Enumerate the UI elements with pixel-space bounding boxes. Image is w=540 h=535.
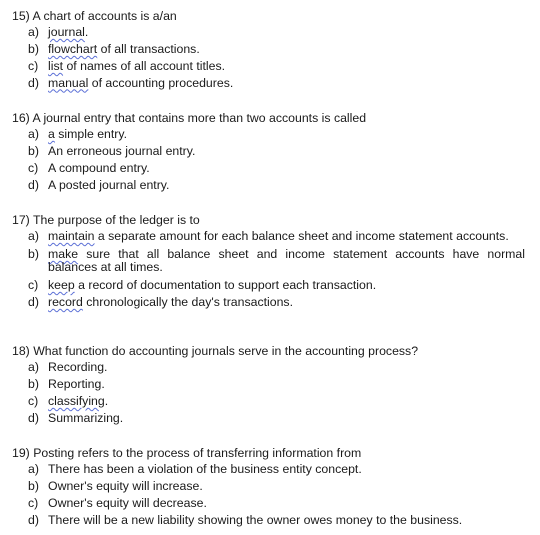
option-c bbox=[28, 160, 525, 177]
option-letter: a) bbox=[28, 127, 39, 141]
option-letter: c) bbox=[28, 393, 39, 408]
option-letter: b) bbox=[28, 376, 39, 391]
option-c bbox=[28, 393, 525, 410]
option-text: . bbox=[84, 25, 89, 39]
option-text: Owner's equity will increase. bbox=[48, 478, 203, 493]
spellcheck-word: classifying bbox=[48, 393, 105, 408]
option-c bbox=[28, 495, 525, 512]
option-d bbox=[28, 177, 525, 194]
option-b bbox=[28, 376, 525, 393]
option-letter: c) bbox=[28, 160, 39, 175]
spellcheck-word: manual bbox=[48, 75, 89, 90]
option-text: a separate amount for each balance sheet and income statement accounts. bbox=[94, 229, 509, 243]
option-letter: a) bbox=[28, 25, 39, 39]
option-text: simple entry. bbox=[54, 127, 128, 141]
option-letter: d) bbox=[28, 294, 39, 309]
question-stem: 17) The purpose of the ledger is to bbox=[12, 213, 200, 227]
option-text: Reporting. bbox=[48, 376, 105, 391]
question-17 bbox=[12, 212, 532, 311]
option-letter: d) bbox=[28, 177, 39, 192]
option-text: of all transactions. bbox=[97, 41, 200, 56]
question-stem: 18) What function do accounting journals serve in the accounting process? bbox=[12, 344, 419, 358]
option-letter: a) bbox=[28, 360, 39, 374]
question-16 bbox=[12, 110, 532, 194]
option-text: A compound entry. bbox=[48, 160, 150, 175]
option-a bbox=[28, 24, 525, 41]
option-letter: c) bbox=[28, 495, 39, 510]
option-c bbox=[28, 277, 525, 294]
option-letter: d) bbox=[28, 512, 39, 527]
option-a bbox=[28, 461, 525, 478]
spellcheck-word: make bbox=[48, 247, 79, 261]
option-letter: d) bbox=[28, 410, 39, 425]
option-letter: b) bbox=[28, 41, 39, 56]
option-d bbox=[28, 512, 525, 529]
spellcheck-word: keep bbox=[48, 278, 75, 292]
option-letter: b) bbox=[28, 247, 39, 261]
option-text: of names of all account titles. bbox=[63, 58, 226, 73]
option-letter: a) bbox=[28, 229, 39, 243]
option-b bbox=[28, 41, 525, 58]
option-text: There will be a new liability showing the owner owes money to the business. bbox=[48, 512, 463, 527]
option-text: There has been a violation of the business entity concept. bbox=[48, 462, 362, 476]
option-d bbox=[28, 75, 525, 92]
question-stem: 16) A journal entry that contains more than two accounts is called bbox=[12, 111, 367, 125]
option-text: An erroneous journal entry. bbox=[48, 143, 196, 158]
option-letter: d) bbox=[28, 75, 39, 90]
option-text: a record of documentation to support each transaction. bbox=[74, 278, 377, 292]
option-d bbox=[28, 410, 525, 427]
option-text: sure that all balance sheet and income statement accounts have normal balances at all times. bbox=[48, 247, 525, 274]
option-a bbox=[28, 126, 525, 143]
question-18 bbox=[12, 343, 532, 427]
spellcheck-word: list bbox=[48, 58, 64, 73]
question-19 bbox=[12, 445, 532, 529]
spellcheck-word: maintain bbox=[48, 229, 95, 243]
spellcheck-word: flowchart bbox=[48, 41, 98, 56]
option-b bbox=[28, 246, 525, 277]
question-15 bbox=[12, 8, 532, 92]
spellcheck-word: record bbox=[48, 294, 83, 309]
option-letter: b) bbox=[28, 143, 39, 158]
question-stem: 19) Posting refers to the process of transferring information from bbox=[12, 446, 362, 460]
option-a bbox=[28, 359, 525, 376]
option-a bbox=[28, 228, 525, 246]
question-stem: 15) A chart of accounts is a/an bbox=[12, 9, 177, 23]
option-b bbox=[28, 143, 525, 160]
option-text: Summarizing. bbox=[48, 410, 124, 425]
spellcheck-word: a bbox=[48, 127, 55, 141]
option-text: Owner's equity will decrease. bbox=[48, 495, 207, 510]
option-letter: c) bbox=[28, 58, 39, 73]
spellcheck-word: journal bbox=[48, 25, 85, 39]
option-text: A posted journal entry. bbox=[48, 177, 170, 192]
option-text: chronologically the day's transactions. bbox=[82, 294, 293, 309]
option-d bbox=[28, 294, 525, 311]
option-text: . bbox=[104, 393, 109, 408]
option-letter: b) bbox=[28, 478, 39, 493]
option-letter: a) bbox=[28, 462, 39, 476]
option-text: of accounting procedures. bbox=[88, 75, 234, 90]
option-text: Recording. bbox=[48, 360, 108, 374]
option-b bbox=[28, 478, 525, 495]
option-letter: c) bbox=[28, 278, 39, 292]
option-c bbox=[28, 58, 525, 75]
